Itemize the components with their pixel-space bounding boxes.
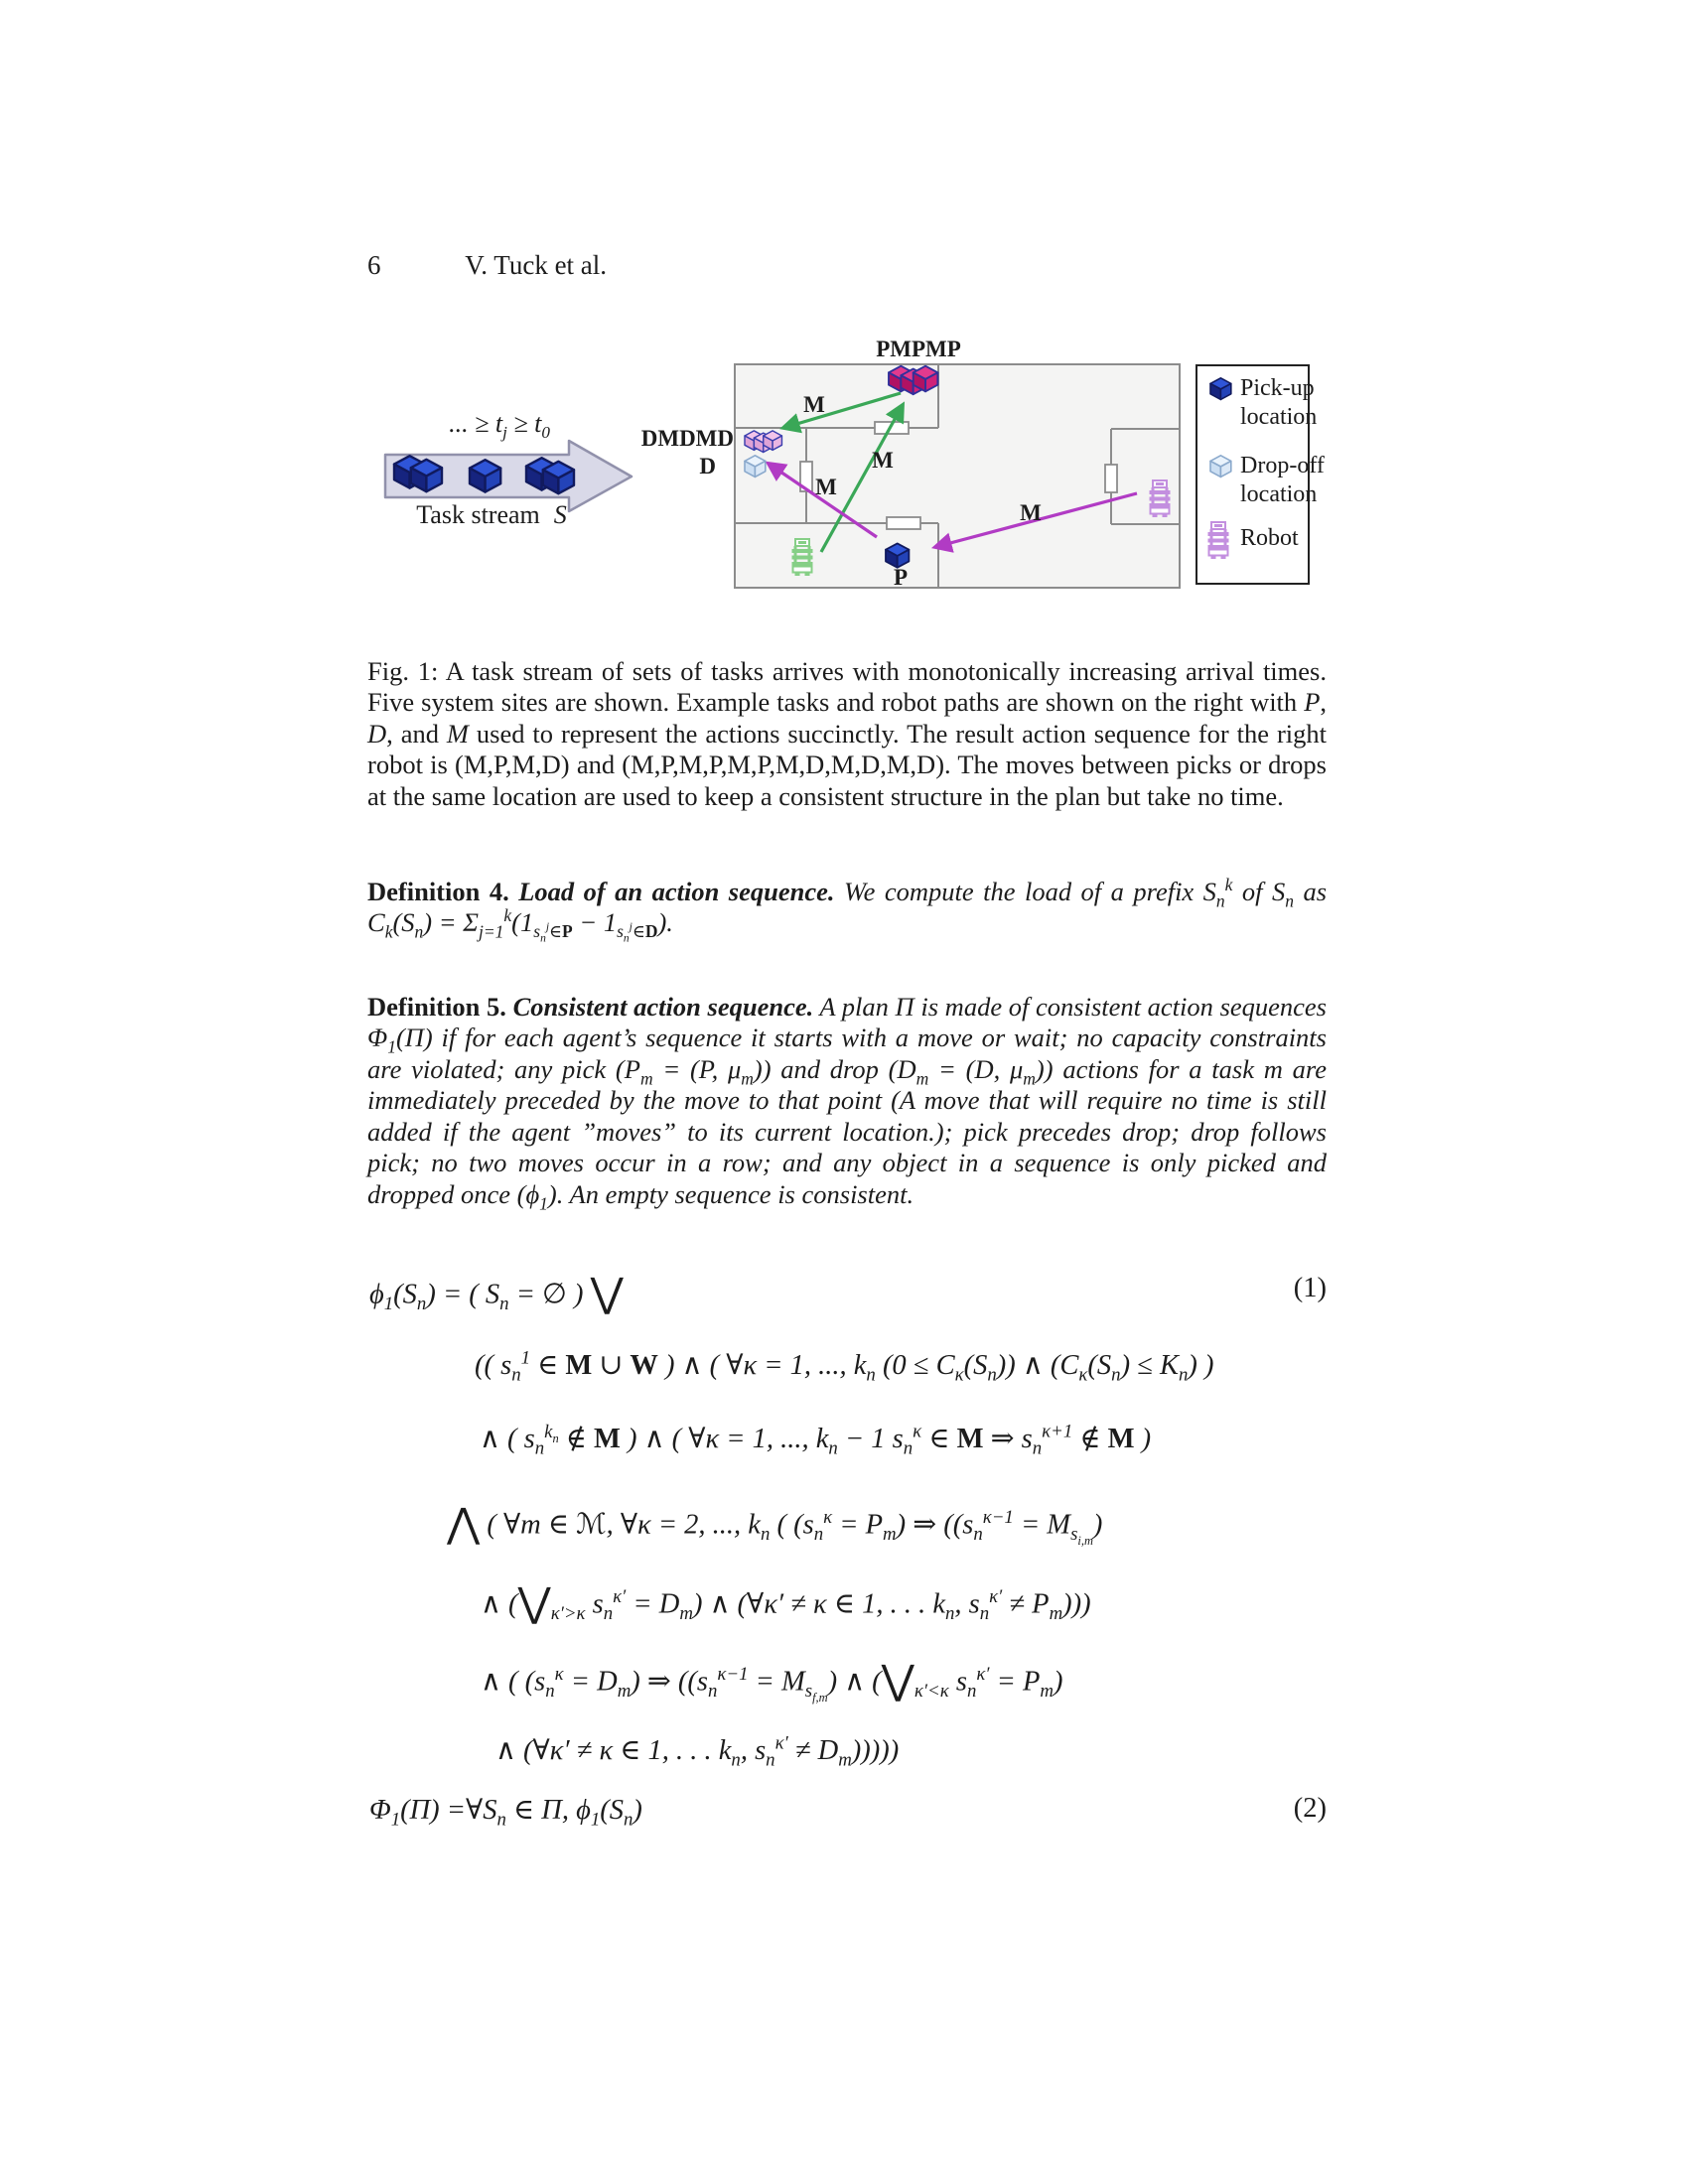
page-number: 6 — [367, 250, 381, 280]
definition-4-title: Load of an action sequence. — [518, 876, 835, 906]
equation-1-line-4: ⋀ ( ∀m ∈ ℳ, ∀κ = 2, ..., $k_n$ ( $(s_n^\kappa = P_m)$ ⇒ ($(s_n^{\kappa-1} = M_{s_{i,m}})$ — [447, 1501, 1103, 1548]
doorway — [887, 517, 920, 529]
legend-dropoff-line1: Drop-off — [1240, 453, 1325, 478]
legend-robot-label: Robot — [1240, 525, 1299, 551]
figure-1 — [362, 328, 1331, 598]
task-cube — [411, 460, 442, 491]
legend-pickup-line1: Pick-up — [1240, 375, 1315, 401]
move-label: M — [803, 392, 825, 417]
task-stream-label — [397, 500, 586, 530]
equation-2: $\Phi_1(\Pi)$ $=\forall S_n$ ∈ Π, $\phi_1(S_n)$ — [369, 1795, 642, 1831]
p-label: P — [893, 565, 909, 590]
definition-5 — [367, 991, 1327, 1214]
definition-4 — [367, 874, 1328, 945]
definition-5-label: Definition 5. — [367, 991, 506, 1022]
definition-4-body: We compute the load of a prefix $S_n^k$ of $S_n$ as $C_k(S_n) = \Sigma_{j=1}^k(1_{s_n^j\in P} - 1_{s_n^j\in D})$. — [367, 874, 1328, 945]
task-cube — [543, 462, 574, 493]
pickup-cube-icon — [914, 366, 938, 392]
equation-1-line-6: ∧ ( $(s_n^\kappa = D_m)$ ⇒ ($(s_n^{\kappa-1} = M_{s_{f,m}})$ ∧ ($⋁_{\kappa'<\kappa}$ $s_n^{\kappa'} = P_m$) — [481, 1658, 1063, 1705]
green-robot-icon — [792, 539, 813, 576]
task-cube — [470, 460, 500, 491]
definition-5-title: Consistent action sequence. — [512, 991, 814, 1022]
equation-2-tag: (2) — [1293, 1793, 1327, 1824]
legend-pickup-line2: location — [1240, 404, 1318, 430]
task-cube-single — [470, 460, 500, 491]
doorway — [1105, 465, 1117, 492]
arrival-time-inequality: ... ≥ $t_j \ge t_0$ — [449, 409, 550, 443]
move-label: M — [1020, 500, 1042, 525]
d-site-cube — [745, 456, 766, 478]
equation-1-tag: (1) — [1293, 1273, 1327, 1303]
equation-1-line-1: $\phi_1(S_n)$ = ( $S_n$ = ∅ ) ⋁ — [369, 1271, 624, 1315]
move-label: M — [815, 475, 837, 499]
legend-dropoff-cube-icon — [1210, 456, 1231, 478]
dmdmd-label: DMDMD — [640, 426, 734, 451]
legend-pickup-cube-icon — [1210, 378, 1231, 400]
task-stream-symbol: S — [553, 500, 567, 529]
equation-1-line-2: (( $s_n^1$ ∈ M ∪ W ) ∧ ( ∀κ = 1, ..., $k_n$ $(0 \le C_\kappa(S_n))$ ∧ $(C_\kappa(S_n) \le K_n)$ ) — [475, 1347, 1214, 1386]
d-label: D — [699, 454, 716, 478]
dropoff-cube-icon — [764, 431, 782, 450]
task-stream-text: Task stream — [416, 500, 540, 529]
move-label: M — [872, 448, 894, 473]
definition-5-body: A plan Π is made of consistent action sequences $\Phi_1(\Pi)$ if for each agent’s sequence it starts with a move or wait; no capacity constraints are violated; any pick ($P_m = (P$, $\mu_m$)) and drop ($D_m = (D$, $\mu_m$)) actions for a task m are immediately preceded by the move to that point (A move that will require no time is still added if the agent ”moves” to its current location.); pick precedes drop; drop follows pick; no two moves occur in a row; and any object in a sequence is only picked and dropped once $(\phi_1)$. An empty sequence is consistent. — [367, 991, 1327, 1214]
purple-robot-icon — [1150, 480, 1171, 517]
equation-1-line-5: ∧ ($⋁_{\kappa'>\kappa}$ $s_n^{\kappa'} = D_m$) ∧ (∀κ′ ≠ κ ∈ 1, . . . $k_n$, $s_n^{\kappa'} \ne P_m$))) — [481, 1580, 1091, 1625]
legend-robot-icon — [1208, 522, 1229, 559]
running-title: V. Tuck et al. — [465, 250, 608, 280]
equation-1-line-3: ∧ ( $s_n^{k_n}$ ∉ M ) ∧ ( ∀κ = 1, ..., $k_n - 1$ $s_n^\kappa$ ∈ M ⇒ $s_n^{\kappa+1}$ ∉ M ) — [480, 1421, 1152, 1459]
pmpmp-label: PMPMP — [876, 337, 961, 361]
definition-4-label: Definition 4. — [367, 876, 509, 906]
equation-1-line-7: ∧ (∀κ′ ≠ κ ∈ 1, . . . $k_n$, $s_n^{\kappa'} \ne D_m$))))) — [495, 1732, 900, 1771]
running-header — [367, 250, 1327, 281]
figure-caption: Fig. 1: A task stream of sets of tasks arrives with monotonically increasing arrival times. Five system sites are shown. Example tasks and robot paths are shown on the right with P, D, and M used to represent the actions succinctly. The result action sequence for the right robot is (M,P,M,D) and (M,P,M,P,M,P,M,D,M,D,M,D). The moves between picks or drops at the same location are used to keep a consistent structure in the plan but take no time. — [367, 655, 1327, 811]
legend-dropoff-line2: location — [1240, 481, 1318, 507]
